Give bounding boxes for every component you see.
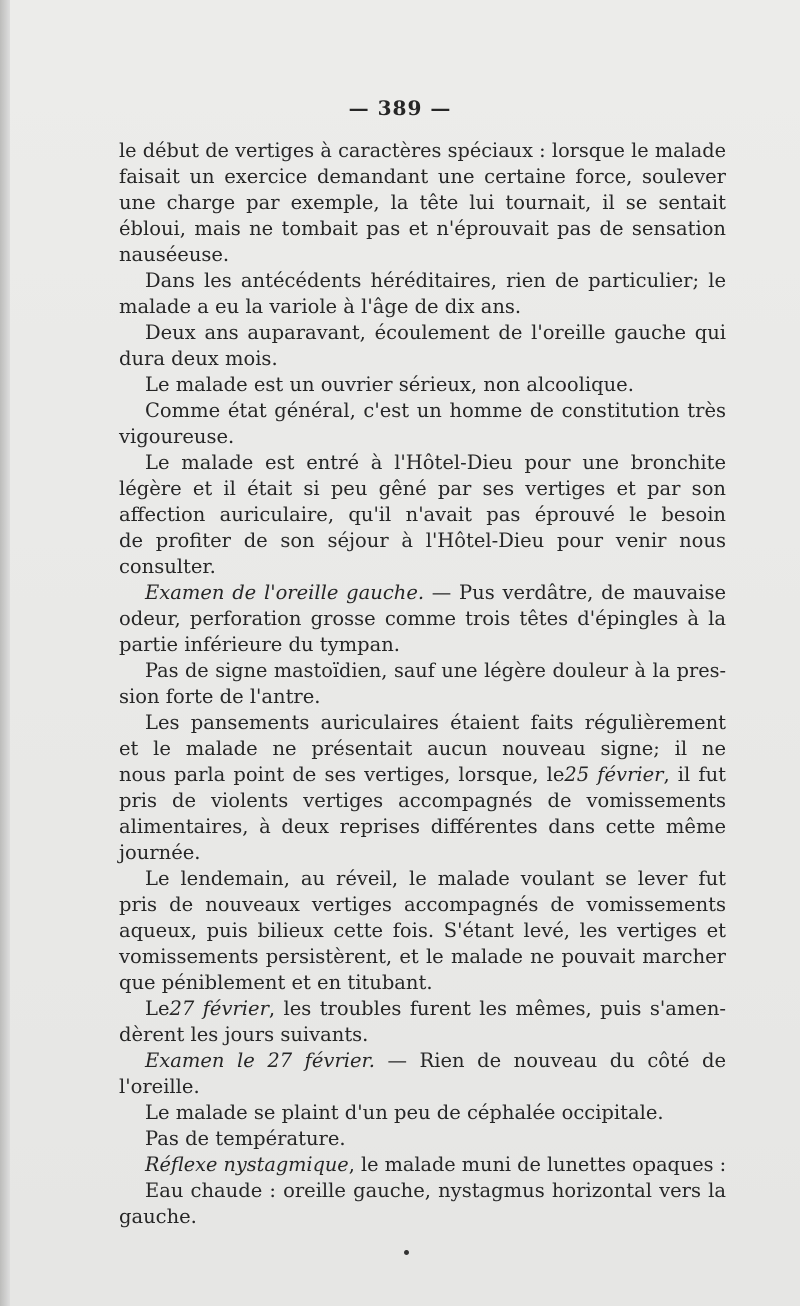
text-line [119, 138, 726, 164]
line-text: l'oreille. [119, 1075, 200, 1098]
line-text: dura deux mois. [119, 347, 278, 370]
text-line [119, 1178, 726, 1204]
line-text: , les troubles furent les mêmes, puis s'amen- [268, 997, 726, 1020]
text-line [119, 398, 726, 424]
line-text: Le [145, 997, 170, 1020]
text-line [119, 528, 726, 554]
line-text: partie inférieure du tympan. [119, 633, 400, 656]
italic-text: Examen le 27 février. [145, 1049, 375, 1072]
text-line [119, 502, 726, 528]
page-number: — 389 — [348, 96, 452, 120]
line-text: odeur, perforation grosse comme trois têtes d'épingles à la [119, 607, 726, 630]
text-line [119, 450, 726, 476]
text-line [119, 1126, 726, 1152]
text-line [119, 632, 726, 658]
text-line [119, 554, 726, 580]
line-text: Pas de signe mastoïdien, sauf une légère douleur à la pres- [145, 659, 726, 682]
line-text: aqueux, puis bilieux cette fois. S'étant levé, les vertiges et [119, 919, 726, 942]
line-text: vigoureuse. [119, 425, 235, 448]
text-line [119, 580, 726, 606]
line-text: alimentaires, à deux reprises différentes dans cette même [119, 815, 726, 838]
text-line [119, 1100, 726, 1126]
text-line [119, 216, 726, 242]
line-text: journée. [119, 841, 201, 864]
text-line [119, 476, 726, 502]
line-text: vomissements persistèrent, et le malade ne pouvait marcher [119, 945, 726, 968]
text-line [119, 1048, 726, 1074]
line-text: Comme état général, c'est un homme de constitution très [145, 399, 726, 422]
line-text: sion forte de l'antre. [119, 685, 321, 708]
line-text: Le malade se plaint d'un peu de céphalée occipitale. [145, 1101, 664, 1124]
line-text: ébloui, mais ne tombait pas et n'éprouvait pas de sensation [119, 217, 726, 240]
line-text: faisait un exercice demandant une certaine force, soulever [119, 165, 726, 188]
italic-text: Examen de l'oreille gauche. [145, 581, 425, 604]
text-line [119, 736, 726, 762]
text-line [119, 294, 726, 320]
italic-text: Réflexe nystagmique [145, 1153, 349, 1176]
text-line [119, 242, 726, 268]
text-line [119, 814, 726, 840]
line-text: Le lendemain, au réveil, le malade voulant se lever fut [145, 867, 726, 890]
line-text: consulter. [119, 555, 216, 578]
line-text: une charge par exemple, la tête lui tournait, il se sentait [119, 191, 726, 214]
line-text: nauséeuse. [119, 243, 230, 266]
text-line [119, 658, 726, 684]
text-line [119, 970, 726, 996]
line-text: Eau chaude : oreille gauche, nystagmus horizontal vers la [145, 1179, 726, 1202]
line-text: Deux ans auparavant, écoulement de l'oreille gauche qui [145, 321, 726, 344]
text-line [119, 1022, 726, 1048]
page-edge [0, 0, 10, 1306]
text-line [119, 1152, 726, 1178]
text-line [119, 840, 726, 866]
line-text: Les pansements auriculaires étaient faits régulièrement [145, 711, 726, 734]
ink-dot [404, 1250, 409, 1255]
text-line [119, 320, 726, 346]
text-line [119, 372, 726, 398]
line-text: que péniblement et en titubant. [119, 971, 433, 994]
italic-text: 25 février [564, 763, 664, 786]
text-line [119, 1074, 726, 1100]
text-line [119, 892, 726, 918]
text-line [119, 1204, 726, 1230]
line-text: pris de violents vertiges accompagnés de vomissements [119, 789, 726, 812]
line-text: pris de nouveaux vertiges accompagnés de vomissements [119, 893, 726, 916]
line-text: légère et il était si peu gêné par ses vertiges et par son [119, 477, 726, 500]
line-text: gauche. [119, 1205, 197, 1228]
line-text: Pas de température. [145, 1127, 346, 1150]
line-text: dèrent les jours suivants. [119, 1023, 369, 1046]
line-text: nous parla point de ses vertiges, lorsque, le [119, 763, 565, 786]
text-line [119, 762, 726, 788]
line-text: , il fut [663, 763, 726, 786]
text-line [119, 710, 726, 736]
line-text: malade a eu la variole à l'âge de dix ans. [119, 295, 522, 318]
text-line [119, 606, 726, 632]
line-text: affection auriculaire, qu'il n'avait pas éprouvé le besoin [119, 503, 726, 526]
text-line [119, 268, 726, 294]
text-line [119, 788, 726, 814]
line-text: — Rien de nouveau du côté de [374, 1049, 726, 1072]
text-line [119, 996, 726, 1022]
line-text: — Pus verdâtre, de mauvaise [424, 581, 727, 604]
text-line [119, 164, 726, 190]
text-line [119, 346, 726, 372]
line-text: Le malade est entré à l'Hôtel-Dieu pour une bronchite [145, 451, 726, 474]
line-text: , le malade muni de lunettes opaques : [348, 1153, 727, 1176]
text-line [119, 944, 726, 970]
line-text: et le malade ne présentait aucun nouveau signe; il ne [119, 737, 726, 760]
line-text: de profiter de son séjour à l'Hôtel-Dieu pour venir nous [119, 529, 726, 552]
text-line [119, 866, 726, 892]
text-line [119, 684, 726, 710]
text-line [119, 424, 726, 450]
line-text: Dans les antécédents héréditaires, rien de particulier; le [145, 269, 726, 292]
body-text [119, 138, 726, 1230]
text-line [119, 190, 726, 216]
line-text: le début de vertiges à caractères spéciaux : lorsque le malade [119, 139, 726, 162]
italic-text: 27 février [169, 997, 269, 1020]
text-line [119, 918, 726, 944]
line-text: Le malade est un ouvrier sérieux, non alcoolique. [145, 373, 634, 396]
